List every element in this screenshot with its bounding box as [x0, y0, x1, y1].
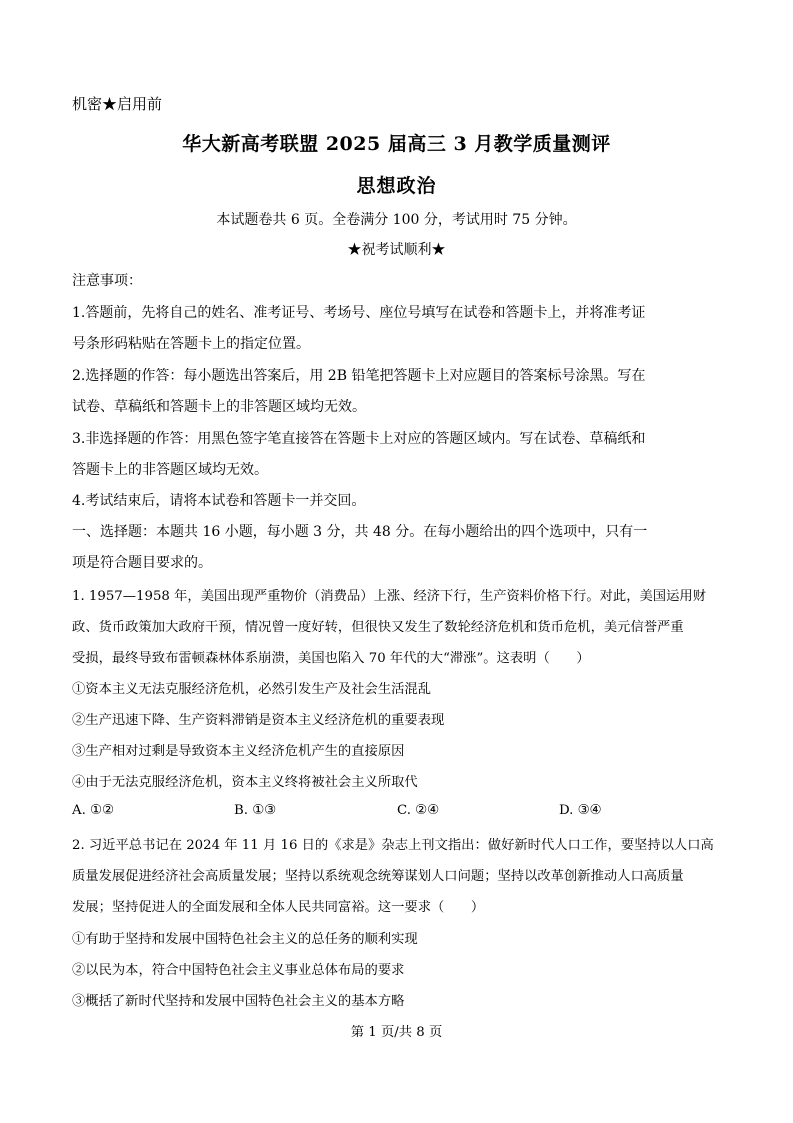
q1-stem-line-3: 受损，最终导致布雷顿森林体系崩溃，美国也陷入 70 年代的大“滞涨”。这表明（ ）	[72, 651, 590, 666]
q2-stem-line-3: 发展；坚持促进人的全面发展和全体人民共同富裕。这一要求（ ）	[72, 900, 485, 915]
q2-statement-3: ③概括了新时代坚持和发展中国特色社会主义的基本方略	[72, 994, 405, 1009]
q1-stem-line-2: 政、货币政策加大政府干预，情况曾一度好转，但很快又发生了数轮经济危机和货币危机，美元信誉严重	[72, 620, 684, 635]
exam-info: 本试题卷共 6 页。全卷满分 100 分，考试用时 75 分钟。	[216, 212, 577, 228]
q2-statement-2: ②以民为本，符合中国特色社会主义事业总体布局的要求	[72, 963, 405, 978]
notes-heading: 注意事项：	[72, 273, 142, 289]
q2-stem-line-1: 2. 习近平总书记在 2024 年 11 月 16 日的《求是》杂志上刊文指出：做好新时代人口工作，要坚持以人口高	[72, 838, 714, 853]
q2-stem-line-2: 质量发展促进经济社会高质量发展；坚持以系统观念统筹谋划人口问题；坚持以改革创新推动人口高质量	[72, 869, 684, 884]
section-heading-line-1: 一、选择题：本题共 16 小题，每小题 3 分，共 48 分。在每小题给出的四个选项中，只有一	[72, 524, 648, 540]
note-3-line-2: 答题卡上的非答题区域均无效。	[72, 462, 268, 478]
q1-option-c: C. ②④	[397, 803, 439, 818]
note-2-line-2: 试卷、草稿纸和答题卡上的非答题区域均无效。	[72, 399, 366, 415]
q2-statement-1: ①有助于坚持和发展中国特色社会主义的总任务的顺利实现	[72, 932, 418, 947]
section-heading-line-2: 项是符合题目要求的。	[72, 555, 212, 571]
q1-option-a: A. ①②	[72, 803, 114, 818]
page-footer: 第 1 页/共 8 页	[350, 1025, 443, 1040]
q1-statement-2: ②生产迅速下降、生产资料滞销是资本主义经济危机的重要表现	[72, 713, 445, 728]
note-4: 4.考试结束后，请将本试卷和答题卡一并交回。	[72, 493, 366, 509]
confidential-label: 机密★启用前	[72, 95, 163, 113]
note-3-line-1: 3.非选择题的作答：用黑色签字笔直接答在答题卡上对应的答题区域内。写在试卷、草稿纸和	[72, 431, 646, 447]
q1-stem-line-1: 1. 1957—1958 年，美国出现严重物价（消费品）上涨、经济下行，生产资料价格下行。对此，美国运用财	[72, 589, 706, 604]
blessing: ★祝考试顺利★	[347, 242, 446, 258]
note-1-line-1: 1.答题前，先将自己的姓名、准考证号、考场号、座位号填写在试卷和答题卡上，并将准考证	[72, 305, 646, 321]
q1-statement-4: ④由于无法克服经济危机，资本主义终将被社会主义所取代	[72, 775, 418, 790]
q1-statement-1: ①资本主义无法克服经济危机，必然引发生产及社会生活混乱	[72, 682, 432, 697]
subject-title: 思想政治	[356, 175, 437, 197]
note-2-line-1: 2.选择题的作答：每小题选出答案后，用 2B 铅笔把答题卡上对应题目的答案标号涂黑。写在	[72, 368, 646, 384]
q1-statement-3: ③生产相对过剩是导致资本主义经济危机产生的直接原因	[72, 744, 405, 759]
q1-option-b: B. ①③	[234, 803, 277, 818]
exam-title: 华大新高考联盟 2025 届高三 3 月教学质量测评	[182, 133, 611, 155]
note-1-line-2: 号条形码粘贴在答题卡上的指定位置。	[72, 336, 310, 352]
q1-option-d: D. ③④	[559, 803, 602, 818]
